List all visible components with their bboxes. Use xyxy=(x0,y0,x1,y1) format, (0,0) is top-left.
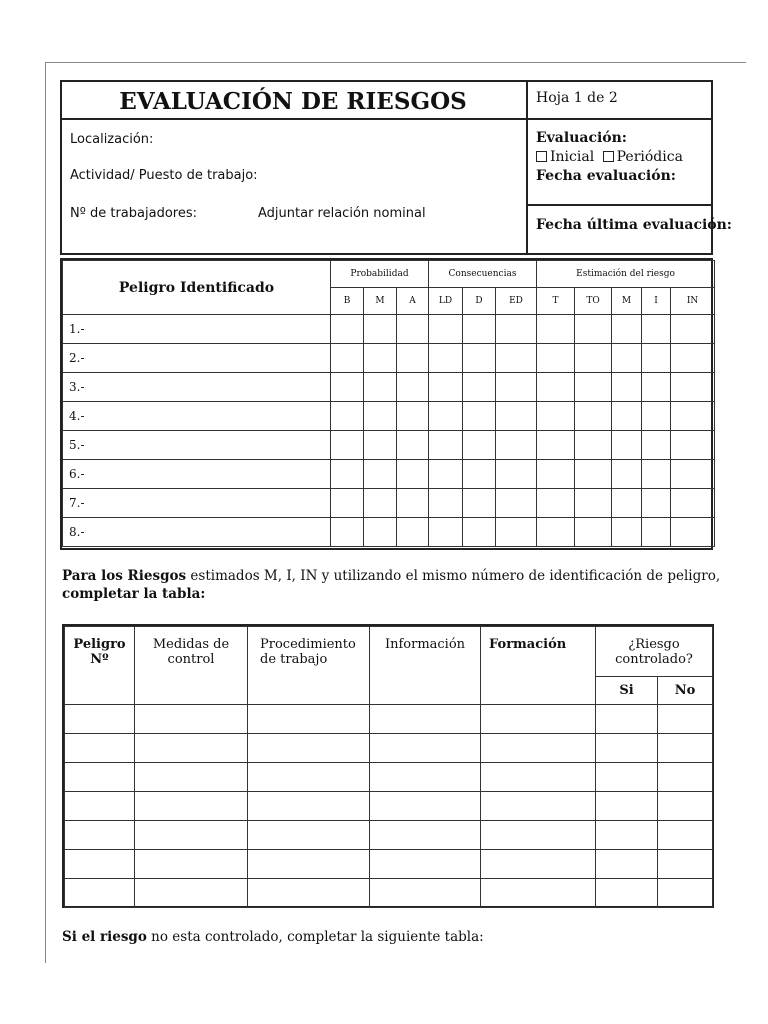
hazard-row-label[interactable]: 8.- xyxy=(63,518,331,547)
hazard-cell[interactable] xyxy=(537,344,575,373)
hazard-cell[interactable] xyxy=(575,460,612,489)
measures-cell[interactable] xyxy=(370,763,481,792)
hazard-cell[interactable] xyxy=(331,460,364,489)
instruction-measures-rest: estimados M, I, IN y utilizando el mismo número de identificación de peligro, xyxy=(186,568,721,584)
measures-cell[interactable] xyxy=(135,850,248,879)
hazard-cell[interactable] xyxy=(331,431,364,460)
measures-cell[interactable] xyxy=(370,821,481,850)
measures-cell[interactable] xyxy=(135,879,248,908)
hazard-cell[interactable] xyxy=(575,402,612,431)
hazard-cell[interactable] xyxy=(397,489,429,518)
subheader-in: IN xyxy=(671,288,715,315)
hazard-rows xyxy=(63,315,715,547)
initial-checkbox[interactable] xyxy=(536,151,547,162)
hazard-cell[interactable] xyxy=(397,402,429,431)
hazard-row xyxy=(63,460,715,489)
hazard-row-label[interactable]: 1.- xyxy=(63,315,331,344)
hazard-cell[interactable] xyxy=(463,489,496,518)
measures-cell[interactable] xyxy=(370,734,481,763)
measures-cell[interactable] xyxy=(596,734,658,763)
hazard-cell[interactable] xyxy=(397,315,429,344)
hazard-cell[interactable] xyxy=(671,344,715,373)
risk-estimation-header: Estimación del riesgo xyxy=(537,261,715,288)
measures-cell[interactable] xyxy=(65,792,135,821)
initial-option: Inicial xyxy=(550,149,595,165)
col-medidas-l1: Medidas de xyxy=(152,637,230,652)
hazard-cell[interactable] xyxy=(397,460,429,489)
hazard-row-label[interactable]: 2.- xyxy=(63,344,331,373)
hazard-cell[interactable] xyxy=(612,402,642,431)
hazard-cell[interactable] xyxy=(496,460,537,489)
measures-row xyxy=(65,705,713,734)
col-procedimiento xyxy=(248,627,370,705)
measures-cell[interactable] xyxy=(658,792,713,821)
measures-cell[interactable] xyxy=(481,792,596,821)
hazard-cell[interactable] xyxy=(612,315,642,344)
hazard-cell[interactable] xyxy=(496,315,537,344)
hazard-cell[interactable] xyxy=(671,431,715,460)
consequences-header: Consecuencias xyxy=(429,261,537,288)
measures-cell[interactable] xyxy=(658,850,713,879)
subheader-ed: ED xyxy=(496,288,537,315)
measures-cell[interactable] xyxy=(596,792,658,821)
col-formacion: Formación xyxy=(481,627,596,705)
col-peligro xyxy=(65,627,135,705)
hazard-cell[interactable] xyxy=(537,460,575,489)
hazard-cell[interactable] xyxy=(463,373,496,402)
hazard-cell[interactable] xyxy=(642,460,671,489)
hazard-cell[interactable] xyxy=(463,315,496,344)
hazard-cell[interactable] xyxy=(575,315,612,344)
subheader-t: T xyxy=(537,288,575,315)
hazard-cell[interactable] xyxy=(429,518,463,547)
hazard-cell[interactable] xyxy=(612,489,642,518)
col-proc-l1: Procedimiento xyxy=(260,637,356,652)
measures-cell[interactable] xyxy=(65,763,135,792)
measures-row xyxy=(65,734,713,763)
hazard-cell[interactable] xyxy=(463,344,496,373)
hazard-cell[interactable] xyxy=(642,373,671,402)
col-medidas-l2: control xyxy=(167,652,215,667)
hazard-cell[interactable] xyxy=(671,315,715,344)
measures-cell[interactable] xyxy=(248,850,370,879)
hazard-cell[interactable] xyxy=(671,489,715,518)
hazard-cell[interactable] xyxy=(671,460,715,489)
hazard-cell[interactable] xyxy=(496,518,537,547)
last-eval-label: Fecha última evaluación: xyxy=(536,217,732,233)
subheader-d: D xyxy=(463,288,496,315)
hazard-cell[interactable] xyxy=(364,518,397,547)
evaluation-label: Evaluación: xyxy=(536,130,627,146)
hazard-row xyxy=(63,315,715,344)
measures-cell[interactable] xyxy=(370,705,481,734)
hazard-row xyxy=(63,518,715,547)
instruction-measures-lead: Para los xyxy=(62,568,128,584)
hazard-cell[interactable] xyxy=(397,518,429,547)
hazard-cell[interactable] xyxy=(364,344,397,373)
measures-cell[interactable] xyxy=(135,792,248,821)
hazard-cell[interactable] xyxy=(331,373,364,402)
header-divider xyxy=(60,118,713,120)
subheader-i: I xyxy=(642,288,671,315)
hazard-cell[interactable] xyxy=(331,489,364,518)
hazard-cell[interactable] xyxy=(496,344,537,373)
hazard-cell[interactable] xyxy=(612,431,642,460)
subheader-a: A xyxy=(397,288,429,315)
measures-rows xyxy=(65,705,713,908)
header-right-divider xyxy=(526,204,713,206)
hazard-cell[interactable] xyxy=(642,518,671,547)
hazard-cell[interactable] xyxy=(537,315,575,344)
hazard-cell[interactable] xyxy=(463,431,496,460)
hazard-cell[interactable] xyxy=(612,344,642,373)
measures-cell[interactable] xyxy=(481,879,596,908)
subheader-b: B xyxy=(331,288,364,315)
hazard-cell[interactable] xyxy=(364,431,397,460)
measures-row xyxy=(65,850,713,879)
evaluation-options xyxy=(536,149,683,165)
measures-row xyxy=(65,879,713,908)
measures-cell[interactable] xyxy=(135,734,248,763)
attach-label: Adjuntar relación nominal xyxy=(258,206,426,221)
hazard-cell[interactable] xyxy=(642,315,671,344)
hazard-row-label[interactable]: 3.- xyxy=(63,373,331,402)
hazard-cell[interactable] xyxy=(364,315,397,344)
measures-cell[interactable] xyxy=(596,879,658,908)
hazard-cell[interactable] xyxy=(331,344,364,373)
measures-cell[interactable] xyxy=(248,763,370,792)
hazard-cell[interactable] xyxy=(537,431,575,460)
measures-cell[interactable] xyxy=(658,705,713,734)
hazard-row xyxy=(63,373,715,402)
hazard-cell[interactable] xyxy=(537,402,575,431)
periodic-checkbox[interactable] xyxy=(603,151,614,162)
measures-row xyxy=(65,792,713,821)
probability-header: Probabilidad xyxy=(331,261,429,288)
col-peligro-l2: Nº xyxy=(90,652,109,667)
hazard-cell[interactable] xyxy=(537,518,575,547)
col-riesgo-l1: ¿Riesgo xyxy=(628,637,680,652)
col-proc-l2: de trabajo xyxy=(260,652,328,667)
measures-cell[interactable] xyxy=(481,705,596,734)
hazard-cell[interactable] xyxy=(364,373,397,402)
hazard-cell[interactable] xyxy=(496,489,537,518)
hazard-cell[interactable] xyxy=(429,460,463,489)
measures-cell[interactable] xyxy=(658,821,713,850)
measures-cell[interactable] xyxy=(596,821,658,850)
measures-cell[interactable] xyxy=(248,879,370,908)
hazard-row-label[interactable]: 6.- xyxy=(63,460,331,489)
measures-cell[interactable] xyxy=(596,850,658,879)
hazard-cell[interactable] xyxy=(463,518,496,547)
measures-cell[interactable] xyxy=(135,705,248,734)
hazard-cell[interactable] xyxy=(642,431,671,460)
subheader-to: TO xyxy=(575,288,612,315)
hazard-cell[interactable] xyxy=(364,402,397,431)
measures-cell[interactable] xyxy=(596,763,658,792)
hazard-cell[interactable] xyxy=(671,373,715,402)
header-vertical-divider xyxy=(526,80,528,255)
hazard-cell[interactable] xyxy=(331,315,364,344)
hazard-cell[interactable] xyxy=(612,460,642,489)
hazard-cell[interactable] xyxy=(575,489,612,518)
hazard-cell[interactable] xyxy=(575,431,612,460)
workers-label: Nº de trabajadores: xyxy=(70,206,197,221)
col-si: Si xyxy=(596,677,658,705)
measures-cell[interactable] xyxy=(135,821,248,850)
hazard-cell[interactable] xyxy=(397,344,429,373)
measures-cell[interactable] xyxy=(370,850,481,879)
hazard-cell[interactable] xyxy=(397,431,429,460)
measures-cell[interactable] xyxy=(65,705,135,734)
hazard-row xyxy=(63,344,715,373)
hazard-cell[interactable] xyxy=(642,489,671,518)
col-medidas xyxy=(135,627,248,705)
hazard-cell[interactable] xyxy=(612,373,642,402)
measures-cell[interactable] xyxy=(370,879,481,908)
measures-cell[interactable] xyxy=(481,821,596,850)
col-no: No xyxy=(658,677,713,705)
measures-row xyxy=(65,763,713,792)
hazard-cell[interactable] xyxy=(429,344,463,373)
hazard-cell[interactable] xyxy=(429,489,463,518)
hazard-row xyxy=(63,431,715,460)
measures-cell[interactable] xyxy=(65,850,135,879)
hazard-cell[interactable] xyxy=(537,489,575,518)
hazard-cell[interactable] xyxy=(496,373,537,402)
hazard-cell[interactable] xyxy=(364,489,397,518)
hazard-cell[interactable] xyxy=(397,373,429,402)
eval-date-label: Fecha evaluación: xyxy=(536,168,676,184)
measures-cell[interactable] xyxy=(481,763,596,792)
hazard-cell[interactable] xyxy=(671,518,715,547)
measures-cell[interactable] xyxy=(135,763,248,792)
hazard-cell[interactable] xyxy=(429,402,463,431)
measures-cell[interactable] xyxy=(481,734,596,763)
instruction-uncontrolled xyxy=(62,929,484,945)
hazard-cell[interactable] xyxy=(496,431,537,460)
col-informacion: Información xyxy=(370,627,481,705)
location-label: Localización: xyxy=(70,132,154,147)
hazard-cell[interactable] xyxy=(575,518,612,547)
instruction-measures-risks: Riesgos xyxy=(127,568,187,584)
activity-label: Actividad/ Puesto de trabajo: xyxy=(70,168,258,183)
hazard-row xyxy=(63,402,715,431)
instruction-measures-line2: completar la tabla: xyxy=(62,586,206,602)
measures-cell[interactable] xyxy=(658,879,713,908)
hazard-row-label[interactable]: 7.- xyxy=(63,489,331,518)
hazard-cell[interactable] xyxy=(642,344,671,373)
page-title: EVALUACIÓN DE RIESGOS xyxy=(119,88,467,115)
measures-table xyxy=(64,626,713,908)
measures-cell[interactable] xyxy=(65,734,135,763)
hazard-cell[interactable] xyxy=(496,402,537,431)
hazard-cell[interactable] xyxy=(642,402,671,431)
measures-cell[interactable] xyxy=(248,821,370,850)
hazard-row-label[interactable]: 4.- xyxy=(63,402,331,431)
hazard-cell[interactable] xyxy=(463,402,496,431)
col-riesgo-controlado xyxy=(596,627,713,677)
hazard-row-label[interactable]: 5.- xyxy=(63,431,331,460)
measures-cell[interactable] xyxy=(370,792,481,821)
hazard-cell[interactable] xyxy=(331,402,364,431)
measures-row xyxy=(65,821,713,850)
subheader-ld: LD xyxy=(429,288,463,315)
sheet-number: Hoja 1 de 2 xyxy=(536,90,618,106)
instruction-uncontrolled-lead: Si el riesgo xyxy=(62,929,147,945)
hazard-cell[interactable] xyxy=(429,373,463,402)
col-riesgo-l2: controlado? xyxy=(615,652,693,667)
subheader-m: M xyxy=(364,288,397,315)
measures-cell[interactable] xyxy=(248,734,370,763)
subheader-m2: M xyxy=(612,288,642,315)
hazard-cell[interactable] xyxy=(364,460,397,489)
measures-cell[interactable] xyxy=(65,821,135,850)
hazard-table xyxy=(62,260,715,547)
measures-cell[interactable] xyxy=(248,792,370,821)
instruction-measures xyxy=(62,568,720,584)
hazard-cell[interactable] xyxy=(671,402,715,431)
hazard-cell[interactable] xyxy=(331,518,364,547)
measures-cell[interactable] xyxy=(248,705,370,734)
hazard-cell[interactable] xyxy=(537,373,575,402)
measures-cell[interactable] xyxy=(658,763,713,792)
measures-cell[interactable] xyxy=(658,734,713,763)
instruction-uncontrolled-rest: no esta controlado, completar la siguiente tabla: xyxy=(146,929,484,945)
hazard-cell[interactable] xyxy=(575,373,612,402)
periodic-option: Periódica xyxy=(616,149,683,165)
measures-cell[interactable] xyxy=(65,879,135,908)
hazard-cell[interactable] xyxy=(429,431,463,460)
measures-cell[interactable] xyxy=(596,705,658,734)
hazard-cell[interactable] xyxy=(575,344,612,373)
hazard-cell[interactable] xyxy=(429,315,463,344)
col-peligro-l1: Peligro xyxy=(73,637,126,652)
hazard-cell[interactable] xyxy=(612,518,642,547)
hazard-header: Peligro Identificado xyxy=(63,261,331,315)
hazard-cell[interactable] xyxy=(463,460,496,489)
hazard-row xyxy=(63,489,715,518)
measures-cell[interactable] xyxy=(481,850,596,879)
